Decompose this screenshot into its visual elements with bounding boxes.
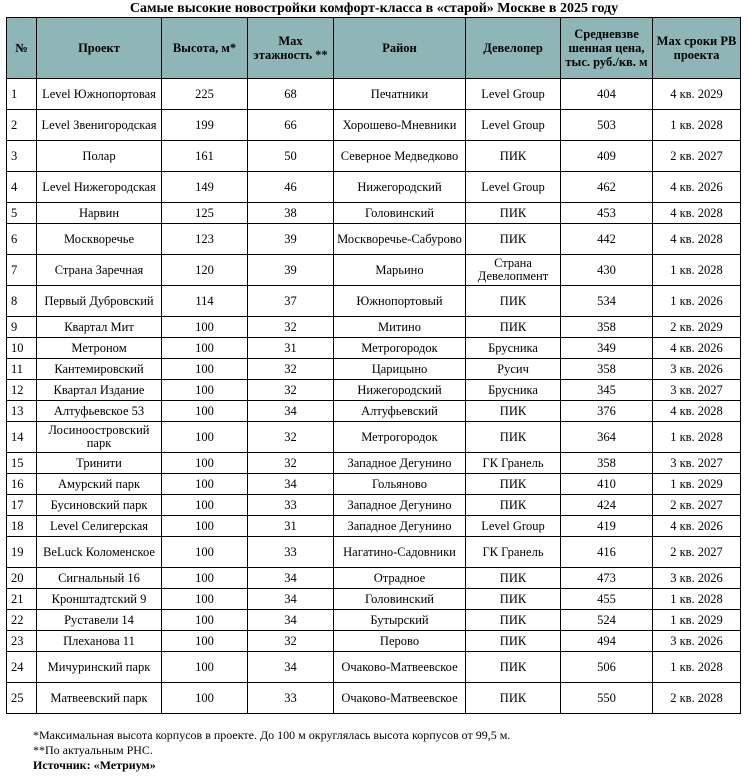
cell-price: 455 <box>561 589 653 610</box>
cell-project: Москворечье <box>37 224 162 255</box>
cell-district: Головинский <box>334 203 466 224</box>
cell-num: 17 <box>7 495 37 516</box>
cell-project: Level Селигерская <box>37 516 162 537</box>
cell-floors: 34 <box>248 652 334 683</box>
cell-district: Отрадное <box>334 568 466 589</box>
cell-height: 100 <box>162 631 248 652</box>
table-row <box>7 338 741 359</box>
cell-price: 424 <box>561 495 653 516</box>
cell-floors: 39 <box>248 224 334 255</box>
cell-floors: 32 <box>248 317 334 338</box>
cell-developer: ПИК <box>466 652 561 683</box>
footnote-height: *Максимальная высота корпусов в проекте. До 100 м округлялась высота корпусов от 99,5 м. <box>33 728 511 742</box>
cell-project: Плеханова 11 <box>37 631 162 652</box>
table-row <box>7 516 741 537</box>
cell-developer: Level Group <box>466 516 561 537</box>
cell-district: Метрогородок <box>334 338 466 359</box>
cell-floors: 34 <box>248 568 334 589</box>
table-row <box>7 652 741 683</box>
cell-floors: 33 <box>248 683 334 714</box>
cell-project: BeLuck Коломенское <box>37 537 162 568</box>
cell-district: Нижегородский <box>334 172 466 203</box>
cell-floors: 34 <box>248 589 334 610</box>
cell-district: Западное Дегунино <box>334 495 466 516</box>
cell-floors: 32 <box>248 631 334 652</box>
cell-deadline: 1 кв. 2026 <box>653 286 741 317</box>
cell-project: Нарвин <box>37 203 162 224</box>
cell-floors: 37 <box>248 286 334 317</box>
table-row <box>7 359 741 380</box>
cell-deadline: 1 кв. 2028 <box>653 255 741 286</box>
cell-project: Матвеевский парк <box>37 683 162 714</box>
cell-height: 100 <box>162 474 248 495</box>
cell-num: 21 <box>7 589 37 610</box>
table-row <box>7 495 741 516</box>
cell-developer: ПИК <box>466 141 561 172</box>
cell-height: 225 <box>162 79 248 110</box>
cell-developer: Брусника <box>466 338 561 359</box>
header-deadline: Max сроки РВ проекта <box>653 18 741 79</box>
cell-num: 18 <box>7 516 37 537</box>
cell-district: Москворечье-Сабурово <box>334 224 466 255</box>
cell-district: Нижегородский <box>334 380 466 401</box>
cell-deadline: 1 кв. 2028 <box>653 652 741 683</box>
header-height: Высота, м* <box>162 18 248 79</box>
cell-price: 358 <box>561 317 653 338</box>
cell-developer: ГК Гранель <box>466 537 561 568</box>
cell-project: Полар <box>37 141 162 172</box>
cell-height: 100 <box>162 537 248 568</box>
table-row <box>7 224 741 255</box>
cell-price: 462 <box>561 172 653 203</box>
table-row <box>7 79 741 110</box>
table-row <box>7 453 741 474</box>
cell-district: Марьино <box>334 255 466 286</box>
cell-developer: Level Group <box>466 79 561 110</box>
cell-price: 376 <box>561 401 653 422</box>
cell-developer: Русич <box>466 359 561 380</box>
cell-project: Тринити <box>37 453 162 474</box>
cell-deadline: 2 кв. 2027 <box>653 537 741 568</box>
cell-height: 100 <box>162 338 248 359</box>
cell-floors: 31 <box>248 516 334 537</box>
cell-project: Кантемировский <box>37 359 162 380</box>
cell-project: Амурский парк <box>37 474 162 495</box>
cell-floors: 34 <box>248 401 334 422</box>
cell-project: Первый Дубровский <box>37 286 162 317</box>
cell-height: 100 <box>162 589 248 610</box>
footnote-floors: **По актуальным РНС. <box>33 743 153 757</box>
cell-num: 2 <box>7 110 37 141</box>
cell-price: 358 <box>561 453 653 474</box>
table-row <box>7 631 741 652</box>
cell-price: 442 <box>561 224 653 255</box>
header-row <box>7 18 741 79</box>
cell-floors: 34 <box>248 610 334 631</box>
table-row <box>7 474 741 495</box>
cell-project: Мичуринский парк <box>37 652 162 683</box>
footnotes <box>33 728 510 773</box>
cell-num: 10 <box>7 338 37 359</box>
cell-deadline: 4 кв. 2028 <box>653 401 741 422</box>
cell-project: Алтуфьевское 53 <box>37 401 162 422</box>
cell-developer: ПИК <box>466 568 561 589</box>
table-row <box>7 422 741 453</box>
table-row <box>7 255 741 286</box>
cell-height: 100 <box>162 652 248 683</box>
cell-developer: ПИК <box>466 610 561 631</box>
cell-project: Кронштадтский 9 <box>37 589 162 610</box>
cell-project: Сигнальный 16 <box>37 568 162 589</box>
cell-developer: Брусника <box>466 380 561 401</box>
cell-district: Очаково-Матвеевское <box>334 652 466 683</box>
cell-height: 114 <box>162 286 248 317</box>
table-row <box>7 380 741 401</box>
cell-district: Перово <box>334 631 466 652</box>
cell-district: Царицыно <box>334 359 466 380</box>
cell-deadline: 3 кв. 2027 <box>653 453 741 474</box>
cell-price: 404 <box>561 79 653 110</box>
cell-price: 453 <box>561 203 653 224</box>
cell-project: Квартал Мит <box>37 317 162 338</box>
cell-price: 506 <box>561 652 653 683</box>
cell-developer: ПИК <box>466 286 561 317</box>
cell-developer: ПИК <box>466 474 561 495</box>
cell-deadline: 1 кв. 2028 <box>653 422 741 453</box>
cell-height: 100 <box>162 359 248 380</box>
cell-price: 409 <box>561 141 653 172</box>
cell-floors: 34 <box>248 474 334 495</box>
cell-num: 23 <box>7 631 37 652</box>
cell-height: 100 <box>162 495 248 516</box>
cell-district: Хорошево-Мневники <box>334 110 466 141</box>
cell-num: 3 <box>7 141 37 172</box>
cell-floors: 66 <box>248 110 334 141</box>
cell-project: Страна Заречная <box>37 255 162 286</box>
table-row <box>7 683 741 714</box>
cell-height: 100 <box>162 401 248 422</box>
cell-price: 410 <box>561 474 653 495</box>
cell-developer: ПИК <box>466 683 561 714</box>
cell-floors: 32 <box>248 380 334 401</box>
table-row <box>7 589 741 610</box>
header-district: Район <box>334 18 466 79</box>
cell-num: 13 <box>7 401 37 422</box>
cell-floors: 33 <box>248 495 334 516</box>
cell-district: Бутырский <box>334 610 466 631</box>
cell-developer: Level Group <box>466 110 561 141</box>
cell-deadline: 3 кв. 2026 <box>653 631 741 652</box>
cell-height: 100 <box>162 610 248 631</box>
cell-num: 4 <box>7 172 37 203</box>
cell-floors: 68 <box>248 79 334 110</box>
cell-floors: 33 <box>248 537 334 568</box>
cell-floors: 50 <box>248 141 334 172</box>
cell-deadline: 4 кв. 2028 <box>653 224 741 255</box>
table-row <box>7 537 741 568</box>
cell-num: 5 <box>7 203 37 224</box>
cell-project: Лосиноостровский парк <box>37 422 162 453</box>
table-body <box>7 79 741 714</box>
cell-deadline: 1 кв. 2029 <box>653 610 741 631</box>
cell-deadline: 1 кв. 2029 <box>653 474 741 495</box>
cell-floors: 32 <box>248 359 334 380</box>
cell-floors: 38 <box>248 203 334 224</box>
cell-developer: ПИК <box>466 589 561 610</box>
table-row <box>7 203 741 224</box>
cell-district: Очаково-Матвеевское <box>334 683 466 714</box>
cell-deadline: 4 кв. 2028 <box>653 203 741 224</box>
table-row <box>7 110 741 141</box>
table-row <box>7 317 741 338</box>
cell-num: 22 <box>7 610 37 631</box>
cell-height: 100 <box>162 380 248 401</box>
cell-project: Бусиновский парк <box>37 495 162 516</box>
cell-district: Гольяново <box>334 474 466 495</box>
cell-developer: Level Group <box>466 172 561 203</box>
source-note: Источник: «Метриум» <box>33 758 156 772</box>
cell-deadline: 3 кв. 2026 <box>653 568 741 589</box>
cell-deadline: 4 кв. 2026 <box>653 338 741 359</box>
cell-height: 120 <box>162 255 248 286</box>
cell-deadline: 3 кв. 2027 <box>653 380 741 401</box>
cell-num: 16 <box>7 474 37 495</box>
cell-height: 161 <box>162 141 248 172</box>
cell-developer: ПИК <box>466 422 561 453</box>
cell-height: 123 <box>162 224 248 255</box>
cell-deadline: 3 кв. 2026 <box>653 359 741 380</box>
cell-district: Западное Дегунино <box>334 516 466 537</box>
cell-num: 12 <box>7 380 37 401</box>
header-project: Проект <box>37 18 162 79</box>
cell-floors: 46 <box>248 172 334 203</box>
table-row <box>7 610 741 631</box>
cell-project: Квартал Издание <box>37 380 162 401</box>
cell-project: Руставели 14 <box>37 610 162 631</box>
cell-price: 524 <box>561 610 653 631</box>
cell-num: 6 <box>7 224 37 255</box>
table-row <box>7 568 741 589</box>
cell-num: 1 <box>7 79 37 110</box>
cell-height: 100 <box>162 317 248 338</box>
cell-price: 345 <box>561 380 653 401</box>
cell-deadline: 4 кв. 2029 <box>653 79 741 110</box>
cell-developer: ПИК <box>466 224 561 255</box>
cell-price: 419 <box>561 516 653 537</box>
cell-price: 430 <box>561 255 653 286</box>
cell-developer: ПИК <box>466 631 561 652</box>
cell-deadline: 2 кв. 2028 <box>653 683 741 714</box>
cell-district: Южнопортовый <box>334 286 466 317</box>
cell-height: 125 <box>162 203 248 224</box>
cell-project: Метроном <box>37 338 162 359</box>
cell-developer: ПИК <box>466 495 561 516</box>
cell-deadline: 2 кв. 2027 <box>653 495 741 516</box>
cell-price: 473 <box>561 568 653 589</box>
cell-num: 20 <box>7 568 37 589</box>
cell-num: 15 <box>7 453 37 474</box>
header-floors: Max этажность ** <box>248 18 334 79</box>
cell-num: 24 <box>7 652 37 683</box>
cell-developer: ГК Гранель <box>466 453 561 474</box>
cell-num: 19 <box>7 537 37 568</box>
cell-developer: ПИК <box>466 203 561 224</box>
cell-developer: ПИК <box>466 401 561 422</box>
cell-price: 364 <box>561 422 653 453</box>
cell-height: 100 <box>162 422 248 453</box>
table-row <box>7 141 741 172</box>
table-row <box>7 286 741 317</box>
cell-deadline: 1 кв. 2028 <box>653 589 741 610</box>
cell-height: 100 <box>162 453 248 474</box>
table-row <box>7 172 741 203</box>
cell-deadline: 1 кв. 2028 <box>653 110 741 141</box>
header-num: № <box>7 18 37 79</box>
cell-project: Level Нижегородская <box>37 172 162 203</box>
cell-price: 349 <box>561 338 653 359</box>
cell-floors: 32 <box>248 422 334 453</box>
cell-district: Западное Дегунино <box>334 453 466 474</box>
cell-deadline: 4 кв. 2026 <box>653 516 741 537</box>
cell-height: 100 <box>162 568 248 589</box>
cell-price: 534 <box>561 286 653 317</box>
cell-num: 8 <box>7 286 37 317</box>
cell-deadline: 2 кв. 2027 <box>653 141 741 172</box>
cell-price: 494 <box>561 631 653 652</box>
cell-floors: 32 <box>248 453 334 474</box>
cell-floors: 31 <box>248 338 334 359</box>
cell-district: Метрогородок <box>334 422 466 453</box>
cell-district: Печатники <box>334 79 466 110</box>
header-price: Средневзве шенная цена, тыс. руб./кв. м <box>561 18 653 79</box>
cell-district: Головинский <box>334 589 466 610</box>
cell-developer: Страна Девелопмент <box>466 255 561 286</box>
cell-price: 503 <box>561 110 653 141</box>
cell-num: 14 <box>7 422 37 453</box>
cell-height: 100 <box>162 516 248 537</box>
cell-project: Level Южнопортовая <box>37 79 162 110</box>
cell-height: 199 <box>162 110 248 141</box>
data-table <box>6 17 741 714</box>
cell-district: Северное Медведково <box>334 141 466 172</box>
cell-num: 9 <box>7 317 37 338</box>
cell-developer: ПИК <box>466 317 561 338</box>
cell-floors: 39 <box>248 255 334 286</box>
cell-district: Нагатино-Садовники <box>334 537 466 568</box>
cell-price: 358 <box>561 359 653 380</box>
cell-price: 416 <box>561 537 653 568</box>
cell-num: 11 <box>7 359 37 380</box>
cell-price: 550 <box>561 683 653 714</box>
cell-num: 7 <box>7 255 37 286</box>
cell-height: 149 <box>162 172 248 203</box>
cell-num: 25 <box>7 683 37 714</box>
table-row <box>7 401 741 422</box>
cell-deadline: 4 кв. 2026 <box>653 172 741 203</box>
cell-height: 100 <box>162 683 248 714</box>
cell-district: Алтуфьевский <box>334 401 466 422</box>
cell-district: Митино <box>334 317 466 338</box>
header-developer: Девелопер <box>466 18 561 79</box>
page-title: Самые высокие новостройки комфорт-класса в «старой» Москве в 2025 году <box>129 1 619 16</box>
cell-project: Level Звенигородская <box>37 110 162 141</box>
cell-deadline: 2 кв. 2029 <box>653 317 741 338</box>
